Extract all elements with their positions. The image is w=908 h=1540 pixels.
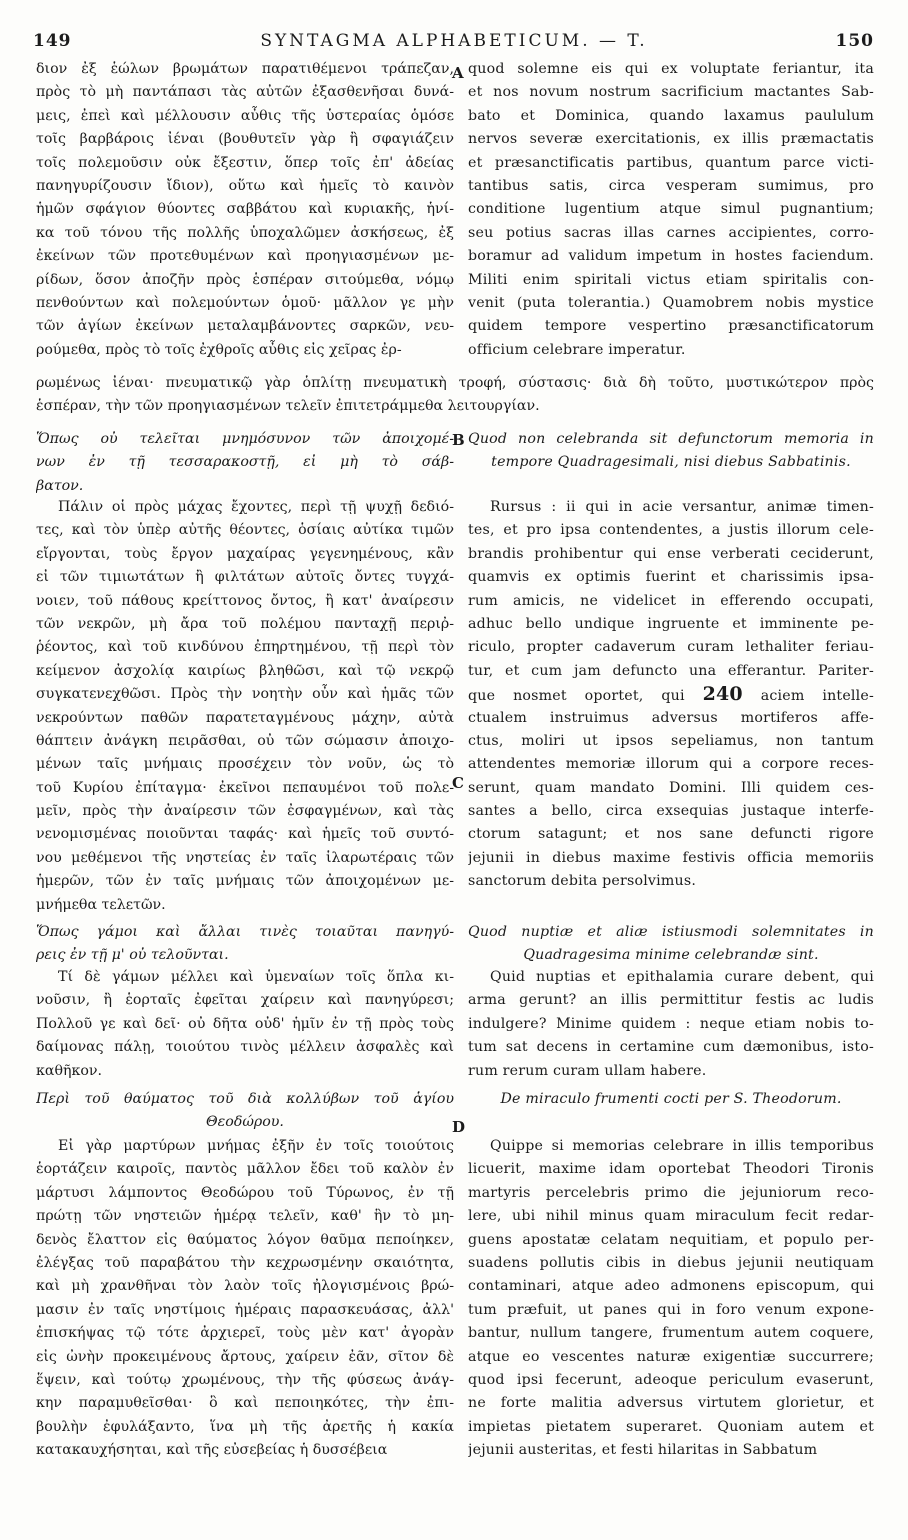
margin-marker-d: D: [452, 1118, 466, 1136]
latin-heading-2: [468, 921, 874, 968]
text-line: suadens pollutis cibis in diebus jejunii neutiquam: [468, 1254, 874, 1271]
text-line: θάπτειν ἀνάγκη πειρᾶσθαι, οὐ τῶν σώμασιν ἀποιχο-: [36, 732, 454, 749]
text-line: δενὸς ἔλαττον εἰς θαύματος λόγον θαῦμα πεποίηκεν,: [36, 1231, 454, 1248]
left-page-number: 149: [33, 31, 72, 51]
greek-heading-2: [36, 921, 454, 968]
text-line: Rursus : ii qui in acie versantur, animæ timen-: [490, 499, 874, 515]
text-line: μεῖν, πρὸς τὴν ἀναίρεσιν τῶν ἐσφαγμένων, καὶ τὰς: [36, 803, 454, 820]
text-line: guens apostatæ celatam nequitiam, et populo per-: [468, 1231, 874, 1248]
text-line: sanctorum debita persolvimus.: [468, 873, 697, 890]
text-line: atque eo vescentes naturæ exigentiæ succurrere;: [468, 1348, 874, 1365]
text-line: εἰ τῶν τιμιωτάτων ἢ φιλτάτων αὐτοῖς ὄντες τυγχά-: [36, 569, 454, 586]
text-line: βουλὴν ἐφυλάξαντο, ἵνα μὴ τῆς ἀρετῆς ἡ κακία: [36, 1418, 454, 1435]
text-line: Πολλοῦ γε καὶ δεῖ· οὐ δῆτα οὐδ' ἡμῖν ἐν τῇ πρὸς τοὺς: [36, 1015, 454, 1032]
text-line: tum præfuit, ut panes qui in foro venum expone-: [468, 1301, 874, 1318]
text-line: ἡμερῶν, τῶν ἐν ταῖς μνήμαις τῶν ἀποιχομένων με-: [36, 873, 454, 890]
text-line: καὶ μὴ χρανθῆναι τὸν λαὸν τοῖς ἠλογισμένοις βρώ-: [36, 1278, 454, 1295]
text-line: μασιν ἐν ταῖς νηστίμοις ἡμέραις παρασκευάσας, ἀλλ': [36, 1301, 454, 1318]
text-line: Ὅπως γάμοι καὶ ἄλλαι τινὲς τοιαῦται πανηγύ-: [36, 924, 454, 940]
text-fragment: que nosmet oportet, qui: [468, 688, 703, 705]
text-line: Περὶ τοῦ θαύματος τοῦ διὰ κολλύβων τοῦ ἁγίου: [36, 1091, 454, 1107]
text-line: ῥέοντος, καὶ τοῦ κινδύνου ἐπηρτημένου, τῇ περὶ τὸν: [36, 639, 454, 656]
text-line: καθῆκον.: [36, 1062, 103, 1079]
text-line: tantibus satis, circa vesperam sumimus, pro: [468, 177, 874, 194]
text-line: rum amicis, ne videlicet in efferendo occupati,: [468, 592, 874, 609]
text-line: νου μεθέμενοι τῆς νηστείας ἐν ταῖς ἱλαρωτέραις τῶν: [36, 849, 454, 866]
text-line: quod ipsi fecerunt, adeoque periculum evaserunt,: [468, 1371, 874, 1388]
column-number: 240: [702, 683, 743, 706]
text-line: impietas pietatem superaret. Quoniam autem et: [468, 1418, 874, 1435]
text-line: nervos severæ exercitationis, ex illis præmactatis: [468, 131, 874, 148]
text-line: τῶν ἁγίων ἐκείνων μεταλαμβάνοντες σαρκῶν, νευ-: [36, 318, 454, 335]
text-line: μεις, ἐπεὶ καὶ μέλλουσιν αὖθις τῆς ὑστεραίας ὁμόσε: [36, 107, 454, 124]
text-line: ne forte malitia adversus virtutem glorietur, et: [468, 1395, 874, 1412]
text-line: bato et Dominica, quando laxamus paululum: [468, 107, 874, 124]
text-line: κα τοῦ τόνου τῆς πολλῆς ὑποχαλῶμεν ἀσκήσεως, ἐξ: [36, 224, 454, 241]
text-line: ἐπισκήψας τῷ τότε ἀρχιερεῖ, τοὺς μὲν κατ' ἀγορὰν: [36, 1325, 454, 1342]
text-line: Εἰ γὰρ μαρτύρων μνήμας ἐξῆν ἐν τοῖς τοιούτοις: [58, 1138, 454, 1154]
text-line: contaminari, atque adeo admonens episcopum, qui: [468, 1278, 874, 1295]
text-line: Τί δὲ γάμων μέλλει καὶ ὑμεναίων τοῖς ὅπλα κι-: [58, 969, 454, 985]
text-line: νενομισμένας ποιοῦνται ταφάς· καὶ ἡμεῖς τοῦ συντό-: [36, 826, 454, 843]
text-line: μένων ταῖς μνήμαις προσέχειν τὸν νοῦν, ὡς τὸ: [36, 756, 454, 773]
text-line: Θεοδώρου.: [206, 1114, 284, 1131]
text-line: ἐκείνων τῶν προτεθυμένων καὶ προηγιασμένων με-: [36, 248, 454, 265]
text-line: martyris percelebris primo die jejuniorum reco-: [468, 1184, 874, 1201]
greek-heading-3: [36, 1088, 454, 1135]
text-line: εἴργονται, τοὺς ἔργον μαχαίρας γεγενημένους, κἂν: [36, 545, 454, 562]
text-line: πανηγυρίζουσιν ἴδιον), οὕτω καὶ ἡμεῖς τὸ καινὸν: [36, 177, 454, 194]
text-line: conditione lugentium atque simul pugnantium;: [468, 201, 874, 218]
greek-paragraph-1: [36, 496, 454, 917]
text-line: κην παραμυθεῖσθαι· ὃ καὶ πεποιηκότες, τὴν ἐπι-: [36, 1395, 454, 1412]
text-line: riculo, propter cadaverum curam lethaliter feriau-: [468, 639, 874, 656]
text-line: Ὅπως οὐ τελεῖται μνημόσυνον τῶν ἀποιχομέ-: [36, 431, 454, 447]
text-line: νων ἐν τῇ τεσσαρακοστῇ, εἰ μὴ τὸ σάβ-: [36, 454, 454, 471]
text-line: Quadragesima minime celebrandæ sint.: [523, 947, 819, 964]
text-line: ἕψειν, καὶ τούτῳ χρωμένους, τὴν τῆς φύσεως ἀνάγ-: [36, 1371, 454, 1388]
text-line: κείμενον ἀσχολίᾳ καιρίως βληθῶσι, καὶ τῷ νεκρῷ: [36, 662, 454, 679]
running-title: SYNTAGMA ALPHABETICUM. — T.: [260, 31, 648, 51]
text-line: ρούμεθα, πρὸς τὸ τοῖς ἐχθροῖς αὖθις εἰς χεῖρας ἐρ-: [36, 341, 402, 358]
text-line: Quid nuptias et epithalamia curare debent, qui: [490, 969, 874, 985]
text-line: τοῖς πολεμοῦσιν οὐκ ἔξεστιν, ὅπερ τοῖς ἐπ' ἀδείας: [36, 154, 454, 171]
text-line: seu potius sacras illas carnes accipientes, corro-: [468, 224, 874, 241]
latin-top-paragraph: [468, 58, 874, 362]
text-line: venit (puta tolerantia.) Quamobrem nobis mystice: [468, 294, 874, 311]
text-line: ctorum satagunt; et nos sane defuncti rigore: [468, 826, 874, 843]
text-line: τῶν νεκρῶν, μὴ ἄρα τοῦ πολέμου πανταχῇ περιῤ-: [36, 615, 454, 632]
text-line: ctualem instruimus adversus mortiferos affe-: [468, 709, 874, 726]
text-line: attendentes memoriæ illorum qui a corpore reces-: [468, 756, 874, 773]
text-line: rum rerum curam ullam habere.: [468, 1062, 707, 1079]
margin-marker-a: A: [452, 64, 464, 82]
right-page-number: 150: [835, 31, 874, 51]
text-line: ἑορτάζειν καιροῖς, παντὸς μᾶλλον ἔδει τοῦ καλὸν ἐν: [36, 1161, 454, 1178]
text-line: τοῖς βαρβάροις ἰέναι (βουθυτεῖν γὰρ ἢ σφαγιάζειν: [36, 131, 454, 148]
text-line: κατακαυχήσηται, καὶ τῆς εὐσεβείας ἡ δυσσέβεια: [36, 1442, 388, 1459]
text-line: Quippe si memorias celebrare in illis temporibus: [490, 1138, 874, 1154]
text-line: Militi enim spiritali victus etiam spiritalis con-: [468, 271, 874, 288]
text-line: De miraculo frumenti cocti per S. Theodorum.: [500, 1091, 842, 1107]
text-line: jejunii austeritas, et festi hilaritas in Sabbatum: [468, 1442, 818, 1459]
text-line: quod solemne eis qui ex voluptate feriantur, ita: [468, 61, 874, 77]
text-line: tempore Quadragesimali, nisi diebus Sabbatinis.: [491, 454, 851, 471]
greek-paragraph-3: [36, 1135, 454, 1462]
text-line: tes, et pro ipsa contendentes, a justis illorum cele-: [468, 522, 874, 539]
text-line: tum sat decens in certamine cum dæmonibus, isto-: [468, 1039, 874, 1056]
margin-marker-b: B: [452, 431, 465, 449]
text-line: licuerit, maxime idam oportebat Theodori Tironis: [468, 1161, 874, 1178]
latin-heading-1: [468, 428, 874, 475]
text-line: πρὸς τὸ μὴ παντάπασι τὰς αὐτῶν ἐξασθενῆσαι δυνά-: [36, 84, 454, 101]
text-line: Quod nuptiæ et aliæ istiusmodi solemnitates in: [468, 924, 874, 940]
text-line: ρωμένως ἰέναι· πνευματικῷ γὰρ ὁπλίτῃ πνευματικὴ τροφή, σύστασις· διὰ δὴ τοῦτο, μυστικώτερον πρὸς: [36, 375, 874, 391]
text-fragment: aciem intelle-: [742, 688, 874, 705]
text-line: officium celebrare imperatur.: [468, 341, 686, 358]
latin-paragraph-1: [468, 496, 874, 894]
text-line: Quod non celebranda sit defunctorum memoria in: [468, 431, 874, 447]
text-line: santes a bello, circa exsequias justaque interfe-: [468, 803, 874, 820]
text-line: bantur, nullum tangere, frumentum autem coquere,: [468, 1325, 874, 1342]
text-line: βατον.: [36, 477, 84, 494]
text-line: arma gerunt? an illis permittitur festis ac ludis: [468, 992, 874, 1009]
text-line: ρίδων, ὅσον ἀποζῆν πρὸς ἑσπέραν σιτούμεθα, νόμῳ: [36, 271, 454, 288]
text-line: brandis prohibentur qui ense verberati ceciderunt,: [468, 545, 874, 562]
text-line: μνήμεθα τελετῶν.: [36, 896, 166, 913]
text-line: νεκρούντων παθῶν παρατεταγμένους μάχην, αὐτὰ: [36, 709, 454, 726]
greek-paragraph-2: [36, 966, 454, 1083]
margin-marker-c: C: [452, 774, 464, 792]
text-line: tur, et cum jam defuncto una efferantur. Pariter-: [468, 662, 874, 679]
text-line: Πάλιν οἱ πρὸς μάχας ἔχοντες, περὶ τῇ ψυχῇ δεδιό-: [58, 499, 454, 515]
text-line: quamvis ex optimis fuerint et charissimis ipsa-: [468, 569, 874, 586]
text-line: boramur ad validum impetum in hostes faciendum.: [468, 248, 874, 265]
full-width-paragraph: [36, 372, 874, 419]
text-line: et præsanctificatis partibus, quantum parce victi-: [468, 154, 874, 171]
text-line: διον ἐξ ἑώλων βρωμάτων παρατιθέμενοι τράπεζαν,: [36, 61, 454, 77]
text-line: δαίμονας πάλῃ, τοιούτου τινὸς μέλλειν ἀσφαλὲς καὶ: [36, 1039, 454, 1056]
text-line: πρώτῃ τῶν νηστειῶν ἡμέρᾳ τελεῖν, καθ' ἣν τὸ μη-: [36, 1208, 454, 1225]
text-line: jejunii in diebus maxime festivis officia memoriis: [468, 849, 874, 866]
text-line: ρεις ἐν τῇ μ' οὐ τελοῦνται.: [36, 947, 229, 964]
text-line: quidem tempore vespertino præsanctificatorum: [468, 318, 874, 335]
text-line: indulgere? Minime quidem : neque etiam nobis to-: [468, 1015, 874, 1032]
text-line: εἰς ὠνὴν προκειμένους ἄρτους, χαίρειν ἐᾶν, σῖτον δὲ: [36, 1348, 454, 1365]
text-line: νοῦσιν, ἢ ἑορταῖς ἐφεῖται χαίρειν καὶ πανηγύρεσι;: [36, 992, 454, 1009]
text-line: μάρτυσι λάμποντος Θεοδώρου τοῦ Τύρωνος, ἐν τῇ: [36, 1184, 454, 1201]
text-line: πενθούντων καὶ πολεμούντων ὁμοῦ· μᾶλλον γε μὴν: [36, 294, 454, 311]
latin-paragraph-2: [468, 966, 874, 1083]
text-line: et nos novum nostrum sacrificium mactantes Sab-: [468, 84, 874, 101]
latin-heading-3: [468, 1088, 874, 1111]
greek-top-paragraph: [36, 58, 454, 362]
text-line: τοῦ Κυρίου ἐπίταγμα· ἐκεῖνοι πεπαυμένοι τοῦ πολε-: [36, 779, 454, 796]
text-line: τες, καὶ τὸν ὑπὲρ αὐτῆς θέοντες, ὁσίαις αὐτίκα τιμῶν: [36, 522, 454, 539]
text-line: ἡμῶν σφάγιον θύοντες σαββάτου καὶ κυριακῆς, ἡνί-: [36, 201, 454, 218]
text-line: ἐλέγξας τοῦ παραβάτου τὴν κεχρωσμένην σκαιότητα,: [36, 1254, 454, 1271]
text-line: ἑσπέραν, τὴν τῶν προηγιασμένων τελεῖν ἐπιτετράμμεθα λειτουργίαν.: [36, 398, 540, 415]
text-line: adhuc bello undique ingruente et imminente pe-: [468, 615, 874, 632]
text-line: ctus, moliri ut ipsos sepeliamus, non tantum: [468, 732, 874, 749]
text-line: συγκατενεχθῶσι. Πρὸς τὴν νοητὴν οὖν καὶ ἡμᾶς τῶν: [36, 686, 454, 703]
text-line: [468, 683, 874, 706]
text-line: lere, ubi nihil minus quam miraculum fecit redar-: [468, 1208, 874, 1225]
greek-heading-1: [36, 428, 454, 498]
latin-paragraph-3: [468, 1135, 874, 1462]
text-line: νοιεν, τοῦ πάθους κρείττονος ὄντος, ἢ κατ' ἀναίρεσιν: [36, 592, 454, 609]
text-line: serunt, quam mandato Domini. Illi quidem ces-: [468, 779, 874, 796]
